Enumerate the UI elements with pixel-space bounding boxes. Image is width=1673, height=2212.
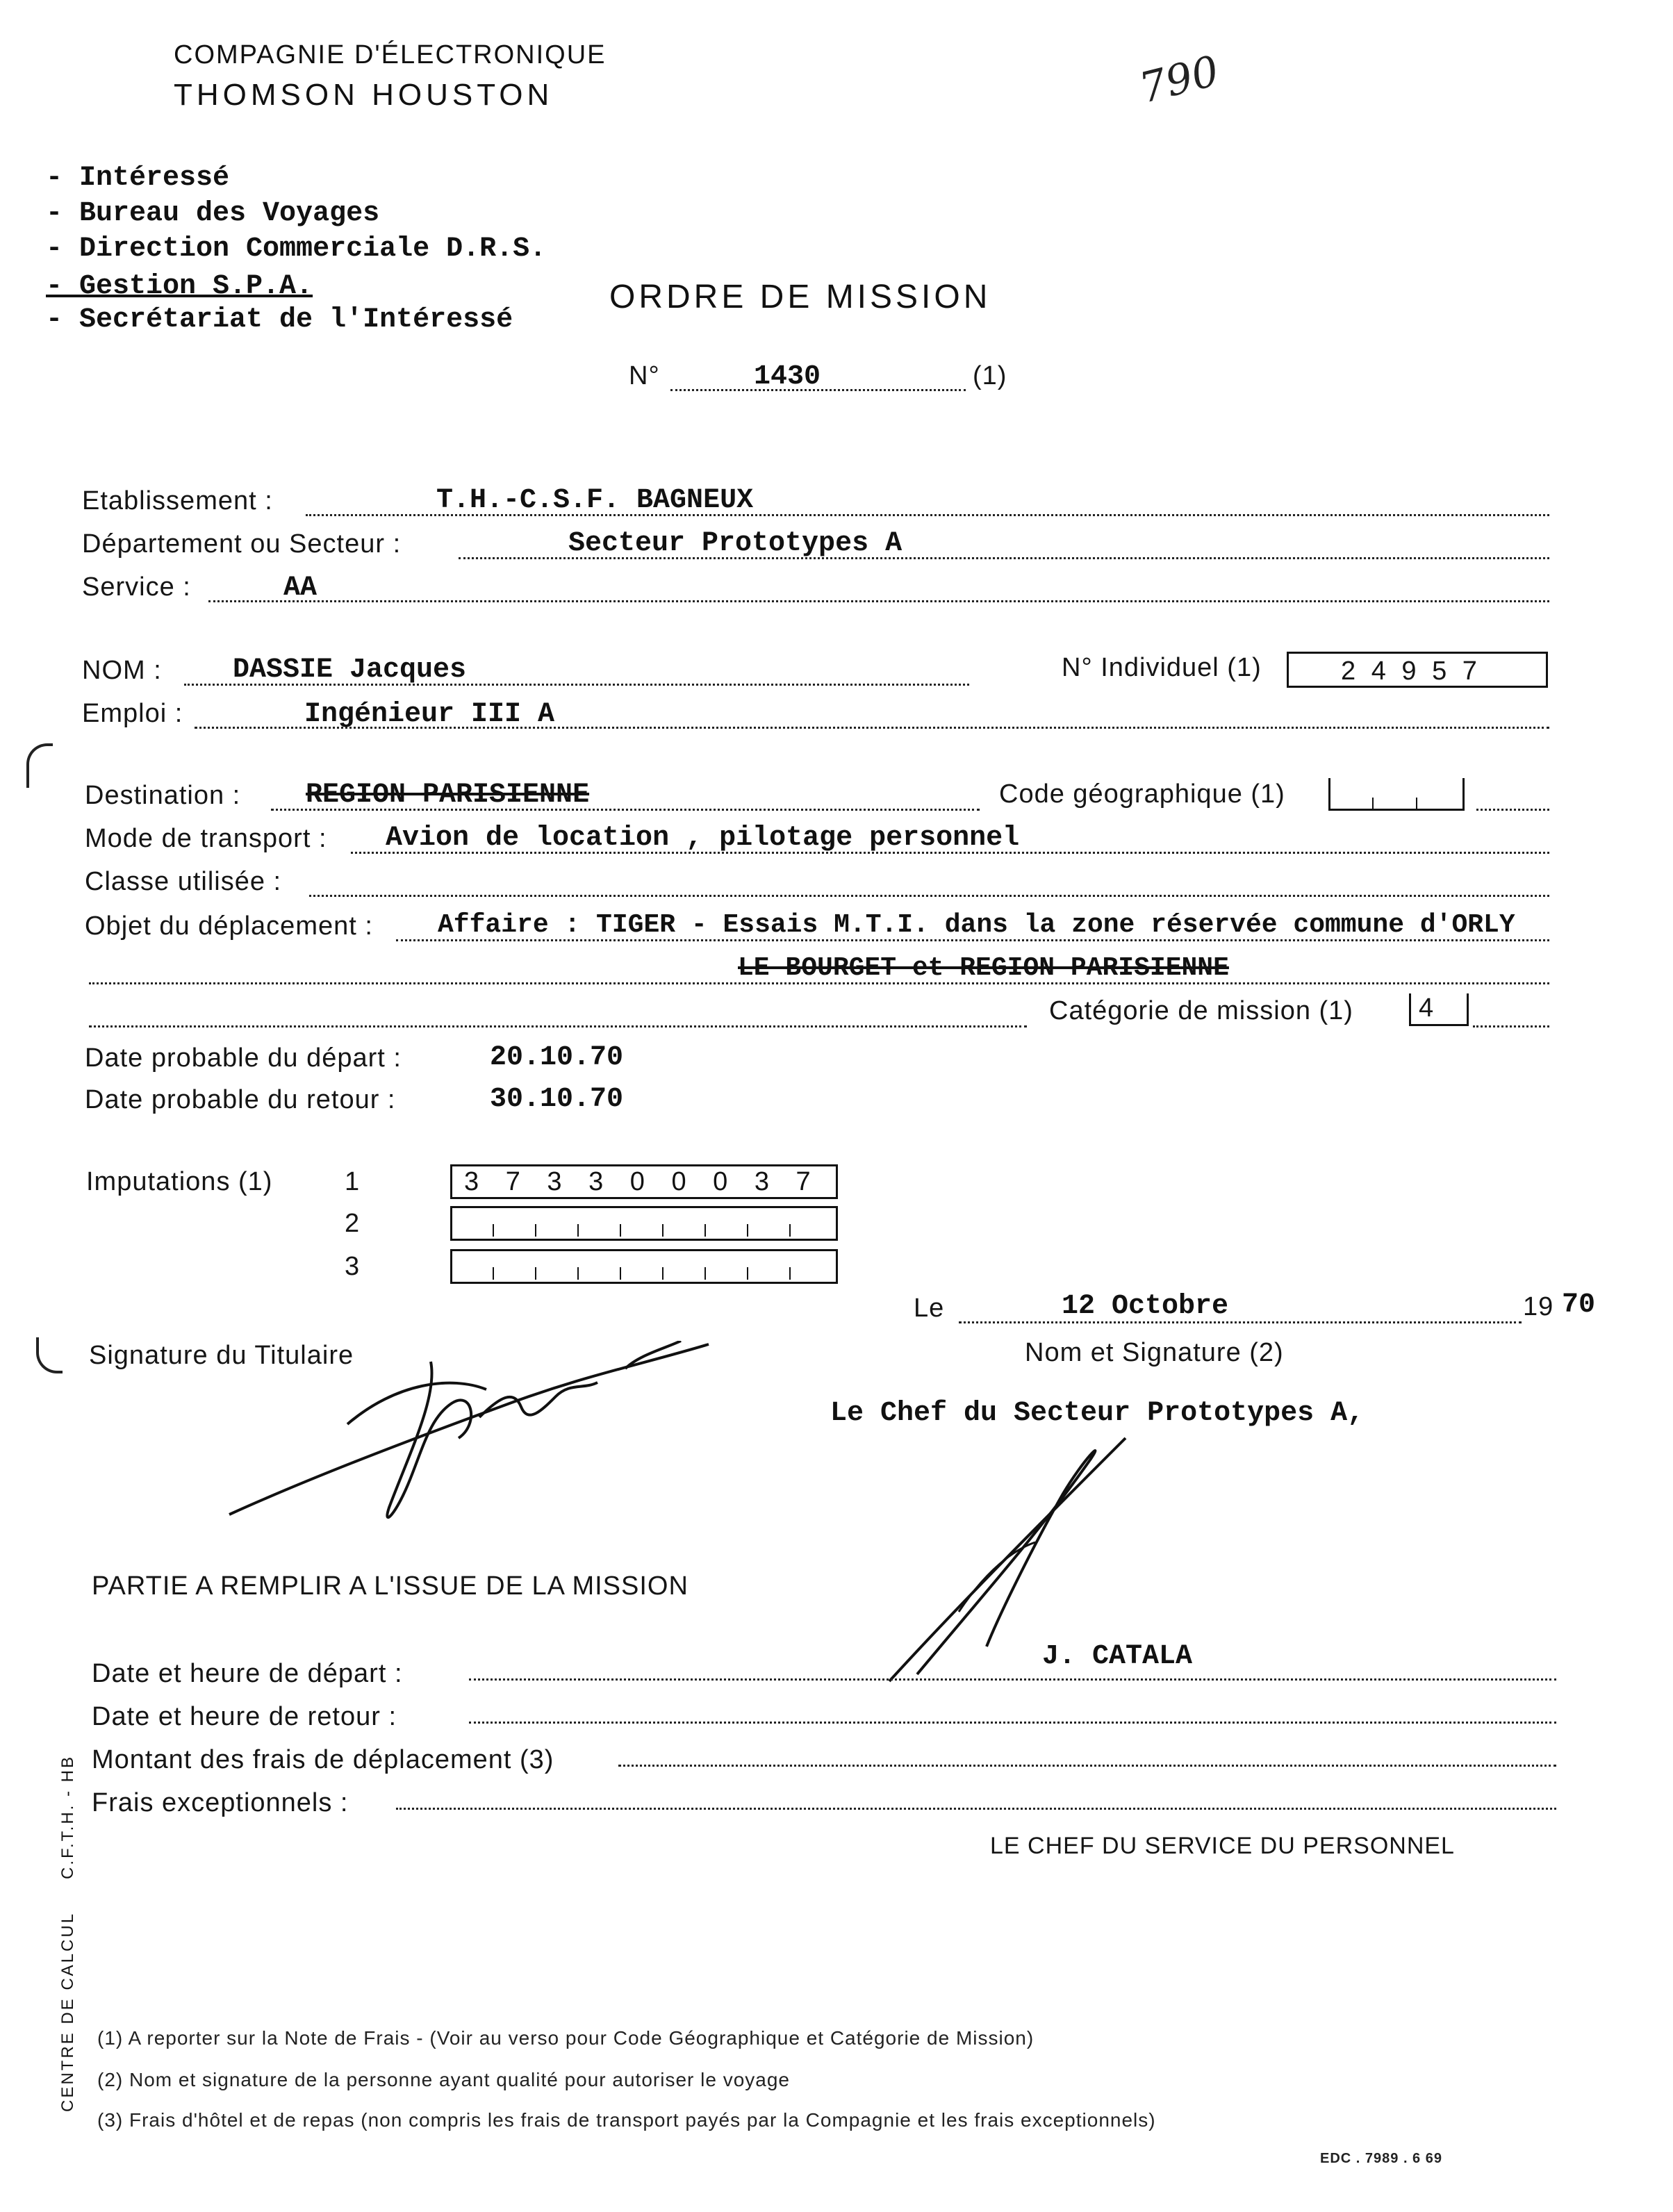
imputation-cell-tick <box>535 1224 536 1237</box>
imputation-cell-tick <box>620 1224 621 1237</box>
imputation-cell-tick <box>493 1224 494 1237</box>
imputation-cell-tick <box>662 1224 664 1237</box>
imputation-value-1: 3 7 3 3 0 0 0 3 7 <box>464 1167 821 1196</box>
depart-label: Date probable du départ : <box>85 1043 402 1073</box>
document-title: ORDRE DE MISSION <box>609 279 991 315</box>
code-geo-tick <box>1416 798 1417 809</box>
partie-line <box>469 1722 1556 1724</box>
footnote-2: (2) Nom et signature de la personne ayant qualité pour autoriser le voyage <box>97 2069 790 2090</box>
imputation-cell-tick <box>535 1267 536 1280</box>
year-suffix: 70 <box>1562 1289 1596 1321</box>
code-geo-tick <box>1372 798 1374 809</box>
imputation-cell-tick <box>789 1267 791 1280</box>
year-prefix: 19 <box>1523 1292 1554 1321</box>
code-geo-line <box>1476 809 1549 811</box>
numero-value: 1430 <box>754 361 821 393</box>
imputation-cell-tick <box>747 1224 748 1237</box>
objet-value-1: Affaire : TIGER - Essais M.T.I. dans la zone réservée commune d'ORLY <box>438 910 1515 940</box>
service-label: Service : <box>82 572 191 602</box>
objet-line-3 <box>89 1025 1027 1027</box>
distribution-item: - Bureau des Voyages <box>46 198 380 229</box>
partie-line-label: Frais exceptionnels : <box>92 1788 349 1817</box>
imputation-box-2 <box>450 1206 838 1241</box>
partie-line-label: Date et heure de retour : <box>92 1702 397 1731</box>
imputation-cell-tick <box>493 1267 494 1280</box>
departement-label: Département ou Secteur : <box>82 529 402 559</box>
depart-value: 20.10.70 <box>490 1042 624 1073</box>
distribution-item: - Gestion S.P.A. <box>46 271 313 302</box>
categorie-value: 4 <box>1419 993 1435 1023</box>
transport-value: Avion de location , pilotage personnel <box>386 823 1020 854</box>
destination-label: Destination : <box>85 781 241 810</box>
chef-personnel-label: LE CHEF DU SERVICE DU PERSONNEL <box>990 1833 1455 1859</box>
numero-note: (1) <box>973 361 1007 390</box>
distribution-item: - Intéressé <box>46 163 230 194</box>
handwritten-number: 790 <box>1135 47 1224 113</box>
date-line <box>959 1321 1522 1323</box>
imputation-cell-tick <box>620 1267 621 1280</box>
margin-mark <box>36 1337 63 1373</box>
departement-value: Secteur Prototypes A <box>568 528 903 559</box>
imputation-cell-tick <box>577 1267 579 1280</box>
signature-titulaire-label: Signature du Titulaire <box>89 1341 354 1370</box>
transport-label: Mode de transport : <box>85 824 327 853</box>
partie-title: PARTIE A REMPLIR A L'ISSUE DE LA MISSION <box>92 1571 689 1601</box>
imputation-num: 2 <box>345 1209 361 1238</box>
objet-label: Objet du déplacement : <box>85 911 373 941</box>
service-value: AA <box>283 572 318 604</box>
classe-line <box>309 895 1549 897</box>
etablissement-value: T.H.-C.S.F. BAGNEUX <box>436 485 754 516</box>
etablissement-label: Etablissement : <box>82 486 273 515</box>
chef-secteur-value: Le Chef du Secteur Prototypes A, <box>830 1398 1365 1429</box>
distribution-item: - Direction Commerciale D.R.S. <box>46 233 547 265</box>
objet-value-2: LE BOURGET et REGION PARISIENNE <box>738 953 1229 983</box>
nom-label: NOM : <box>82 656 162 685</box>
retour-value: 30.10.70 <box>490 1084 624 1115</box>
imputation-cell-tick <box>704 1224 706 1237</box>
service-line <box>208 600 1549 602</box>
destination-value: REGION PARISIENNE <box>306 779 590 811</box>
date-le-label: Le <box>914 1294 945 1323</box>
imputation-cell-tick <box>704 1267 706 1280</box>
imputation-num: 1 <box>345 1167 361 1196</box>
margin-mark <box>26 743 53 788</box>
imputation-cell-tick <box>789 1224 791 1237</box>
side-text-b: C.F.T.H. - HB <box>58 1754 77 1879</box>
categorie-line <box>1473 1025 1549 1027</box>
imputations-label: Imputations (1) <box>86 1167 273 1196</box>
partie-line-label: Date et heure de départ : <box>92 1659 403 1688</box>
emploi-label: Emploi : <box>82 699 183 728</box>
categorie-label: Catégorie de mission (1) <box>1049 996 1353 1025</box>
imputation-cell-tick <box>662 1267 664 1280</box>
date-value: 12 Octobre <box>1062 1291 1229 1322</box>
retour-label: Date probable du retour : <box>85 1085 396 1114</box>
individuel-label: N° Individuel (1) <box>1062 653 1262 682</box>
footnote-1: (1) A reporter sur la Note de Frais - (Voir au verso pour Code Géographique et Catégorie de Mission) <box>97 2027 1035 2049</box>
numero-label: N° <box>629 361 660 390</box>
emploi-value: Ingénieur III A <box>304 699 555 730</box>
imputation-num: 3 <box>345 1252 361 1281</box>
imputation-cell-tick <box>577 1224 579 1237</box>
footnote-3: (3) Frais d'hôtel et de repas (non compris les frais de transport payés par la Compagnie et les frais exceptionnels) <box>97 2109 1156 2131</box>
side-text-a: CENTRE DE CALCUL <box>58 1911 77 2112</box>
code-geo-label: Code géographique (1) <box>999 779 1285 809</box>
classe-label: Classe utilisée : <box>85 867 282 896</box>
nom-signature-label: Nom et Signature (2) <box>1025 1338 1284 1367</box>
company-line2: THOMSON HOUSTON <box>174 78 554 112</box>
code-geo-box <box>1328 778 1465 811</box>
company-line1: COMPAGNIE D'ÉLECTRONIQUE <box>174 40 607 69</box>
nom-value: DASSIE Jacques <box>233 654 467 686</box>
chef-name: J. CATALA <box>1042 1641 1193 1672</box>
partie-line <box>469 1678 1556 1681</box>
individuel-value: 2 4 9 5 7 <box>1341 657 1481 686</box>
titulaire-signature <box>222 1341 723 1542</box>
form-reference: EDC . 7989 . 6 69 <box>1320 2151 1442 2166</box>
partie-line <box>396 1808 1556 1810</box>
categorie-box <box>1409 993 1469 1026</box>
imputation-box-3 <box>450 1249 838 1284</box>
distribution-item: - Secrétariat de l'Intéressé <box>46 304 513 336</box>
partie-line-label: Montant des frais de déplacement (3) <box>92 1745 554 1774</box>
partie-line <box>618 1765 1556 1767</box>
imputation-cell-tick <box>747 1267 748 1280</box>
